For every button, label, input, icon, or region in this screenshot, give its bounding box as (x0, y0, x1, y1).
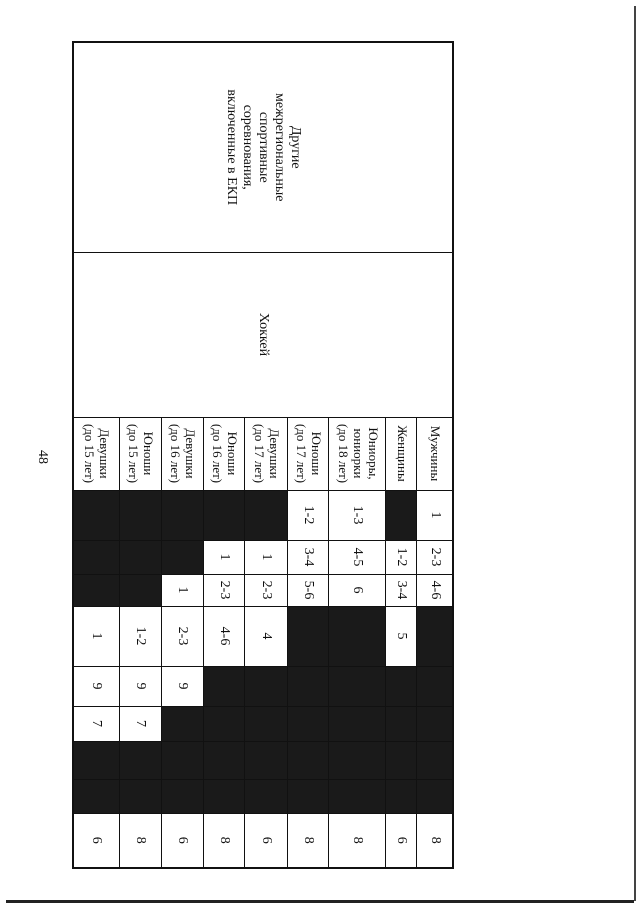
place-range-cell: 1 (244, 540, 287, 574)
shaded-cell (386, 490, 417, 540)
sport-name-cell: Хоккей (73, 252, 453, 417)
shaded-cell (73, 574, 119, 606)
total-cell: 8 (329, 813, 386, 868)
shaded-cell (73, 741, 119, 779)
age-group-cell: Девушки (до 15 лет) (73, 417, 119, 490)
shaded-cell (73, 490, 119, 540)
shaded-cell (288, 606, 329, 666)
shaded-cell (244, 741, 287, 779)
place-range-cell: 1-2 (119, 606, 161, 666)
age-group-cell: Юноши (до 15 лет) (119, 417, 161, 490)
place-range-cell: 9 (161, 666, 203, 706)
shaded-cell (386, 779, 417, 813)
place-range-cell: 2-3 (203, 574, 244, 606)
age-group-cell: Девушки (до 17 лет) (244, 417, 287, 490)
shaded-cell (203, 779, 244, 813)
shaded-cell (244, 666, 287, 706)
shaded-cell (329, 606, 386, 666)
place-range-cell: 4-5 (329, 540, 386, 574)
age-group-cell: Девушки (до 16 лет) (161, 417, 203, 490)
shaded-cell (203, 741, 244, 779)
place-range-cell: 2-3 (417, 540, 453, 574)
total-cell: 8 (119, 813, 161, 868)
place-range-cell: 1-2 (288, 490, 329, 540)
shaded-cell (288, 706, 329, 741)
sport-ranking-table (72, 41, 454, 869)
place-range-cell: 9 (119, 666, 161, 706)
place-range-cell: 1-2 (386, 540, 417, 574)
rotated-table (72, 41, 454, 867)
shaded-cell (119, 540, 161, 574)
total-cell: 6 (161, 813, 203, 868)
shaded-cell (203, 490, 244, 540)
place-range-cell: 6 (329, 574, 386, 606)
shaded-cell (417, 706, 453, 741)
shaded-cell (329, 741, 386, 779)
shaded-cell (73, 540, 119, 574)
shaded-cell (386, 666, 417, 706)
place-range-cell: 5-6 (288, 574, 329, 606)
table-row (417, 42, 453, 868)
total-cell: 8 (417, 813, 453, 868)
shaded-cell (203, 706, 244, 741)
shaded-cell (329, 706, 386, 741)
shaded-cell (288, 741, 329, 779)
place-range-cell: 2-3 (244, 574, 287, 606)
place-range-cell: 2-3 (161, 606, 203, 666)
total-cell: 8 (288, 813, 329, 868)
place-range-cell: 1 (73, 606, 119, 666)
place-range-cell: 3-4 (288, 540, 329, 574)
place-range-cell: 9 (73, 666, 119, 706)
shaded-cell (119, 779, 161, 813)
shaded-cell (386, 741, 417, 779)
shaded-cell (119, 574, 161, 606)
shaded-cell (417, 666, 453, 706)
age-group-cell: Женщины (386, 417, 417, 490)
shaded-cell (161, 540, 203, 574)
place-range-cell: 4-6 (203, 606, 244, 666)
age-group-cell: Юноши (до 17 лет) (288, 417, 329, 490)
place-range-cell: 7 (119, 706, 161, 741)
age-group-cell: Юниоры, юниорки (до 18 лет) (329, 417, 386, 490)
shaded-cell (244, 779, 287, 813)
shaded-cell (73, 779, 119, 813)
shaded-cell (203, 666, 244, 706)
place-range-cell: 5 (386, 606, 417, 666)
table-body (73, 42, 453, 868)
age-group-cell: Юноши (до 16 лет) (203, 417, 244, 490)
page-number: 48 (35, 450, 50, 464)
shaded-cell (288, 779, 329, 813)
shaded-cell (417, 606, 453, 666)
shaded-cell (288, 666, 329, 706)
shaded-cell (161, 779, 203, 813)
shaded-cell (386, 706, 417, 741)
competition-category-cell: Другие межрегиональные спортивные соревнования, включенные в ЕКП (73, 42, 453, 252)
place-range-cell: 3-4 (386, 574, 417, 606)
shaded-cell (119, 490, 161, 540)
place-range-cell: 4 (244, 606, 287, 666)
place-range-cell: 1 (203, 540, 244, 574)
total-cell: 8 (203, 813, 244, 868)
shaded-cell (417, 741, 453, 779)
shaded-cell (244, 706, 287, 741)
shaded-cell (161, 490, 203, 540)
place-range-cell: 1 (161, 574, 203, 606)
total-cell: 6 (386, 813, 417, 868)
age-group-cell: Мужчины (417, 417, 453, 490)
scan-edge-right (634, 6, 636, 901)
shaded-cell (329, 666, 386, 706)
place-range-cell: 1 (417, 490, 453, 540)
shaded-cell (244, 490, 287, 540)
place-range-cell: 4-6 (417, 574, 453, 606)
total-cell: 6 (73, 813, 119, 868)
shaded-cell (119, 741, 161, 779)
shaded-cell (329, 779, 386, 813)
shaded-cell (161, 741, 203, 779)
shaded-cell (161, 706, 203, 741)
place-range-cell: 7 (73, 706, 119, 741)
place-range-cell: 1-3 (329, 490, 386, 540)
shaded-cell (417, 779, 453, 813)
total-cell: 6 (244, 813, 287, 868)
scan-edge-bottom (6, 900, 634, 903)
